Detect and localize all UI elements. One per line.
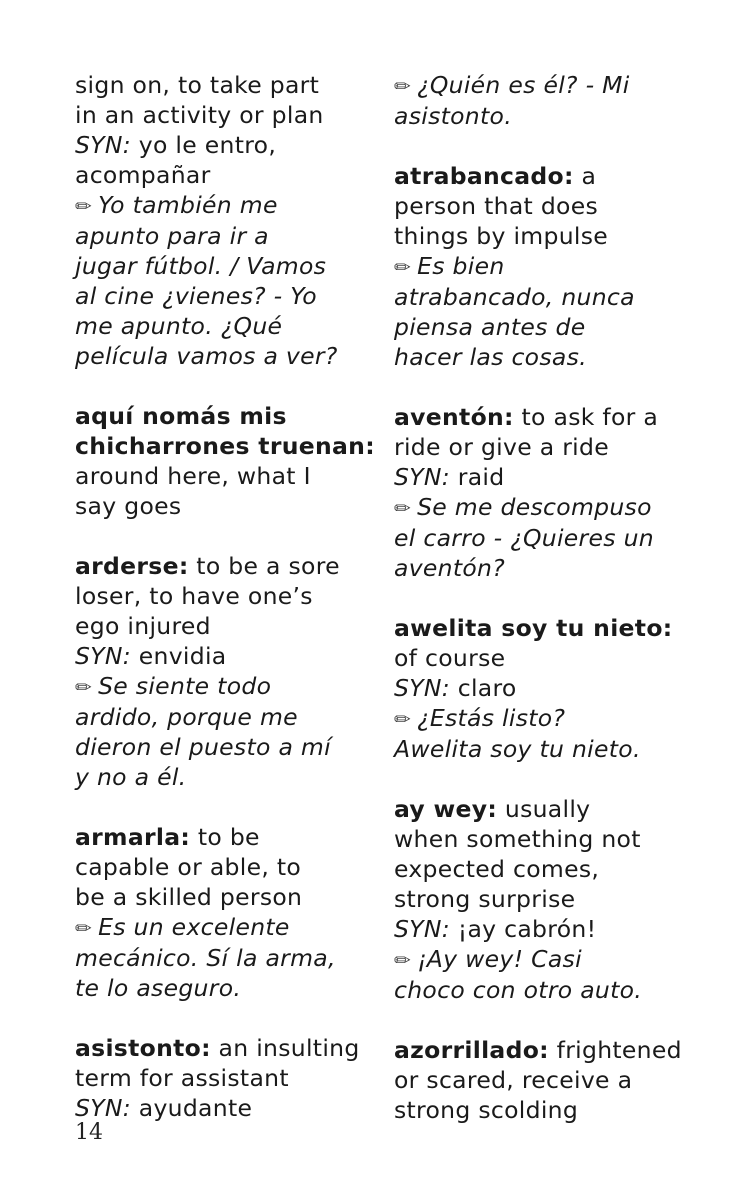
definition-text: strong surprise (394, 885, 576, 913)
definition-text: a (573, 162, 597, 190)
entry-line (75, 70, 375, 100)
entry-line (394, 854, 694, 884)
headword: chicharrones truenan: (75, 432, 375, 460)
definition-text: when something not (394, 825, 641, 853)
italic-text: SYN: (75, 642, 131, 670)
italic-text: película vamos a ver? (75, 342, 338, 370)
definition-text: strong scolding (394, 1096, 579, 1124)
entry-line (75, 551, 375, 581)
entry-line (75, 732, 375, 762)
italic-text: aventón? (394, 554, 506, 582)
definition-text: usually (497, 795, 591, 823)
entry-line (394, 342, 694, 372)
italic-text: Es bien (417, 252, 505, 280)
entry-line (394, 70, 694, 101)
definition-text: or scared, receive a (394, 1066, 633, 1094)
entry-line (394, 553, 694, 583)
entry-line (75, 431, 375, 461)
entry-line (75, 762, 375, 792)
definition-text: envidia (130, 642, 227, 670)
italic-text: ¿Estás listo? (417, 704, 566, 732)
entry-line (394, 191, 694, 221)
italic-text: dieron el puesto a mí (75, 733, 331, 761)
entry-line (75, 671, 375, 702)
definition-text: person that does (394, 192, 599, 220)
italic-text: atrabancado, nunca (394, 283, 635, 311)
entry-line (394, 402, 694, 432)
italic-text: me apunto. ¿Qué (75, 312, 283, 340)
entry-line (394, 944, 694, 975)
definition-text: to be a sore (188, 552, 340, 580)
headword: awelita soy tu nieto: (394, 614, 673, 642)
italic-text: ¿Quién es él? - Mi (417, 71, 630, 99)
entry-line (75, 160, 375, 190)
pencil-icon: ✏ (394, 707, 412, 731)
entry-line (75, 822, 375, 852)
entry-line (75, 882, 375, 912)
entry-line (75, 281, 375, 311)
entry-line (75, 1093, 375, 1123)
italic-text: Awelita soy tu nieto. (394, 735, 641, 763)
italic-text: SYN: (75, 1094, 131, 1122)
entry-line (75, 912, 375, 943)
definition-text: say goes (75, 492, 182, 520)
definition-text: yo le entro, (130, 131, 277, 159)
definition-text: ride or give a ride (394, 433, 609, 461)
italic-text: piensa antes de (394, 313, 586, 341)
entry-line (394, 251, 694, 282)
entry-line (75, 341, 375, 371)
definition-text: things by impulse (394, 222, 609, 250)
headword: atrabancado: (394, 162, 574, 190)
italic-text: jugar fútbol. / Vamos (75, 252, 327, 280)
entry-line (75, 311, 375, 341)
definition-text: of course (394, 644, 506, 672)
dictionary-entry (75, 822, 375, 1003)
entry-line (394, 161, 694, 191)
italic-text: te lo aseguro. (75, 974, 242, 1002)
definition-text: frightened (548, 1036, 682, 1064)
entry-line (394, 613, 694, 643)
definition-text: raid (449, 463, 505, 491)
dictionary-entry (394, 161, 694, 372)
headword: arderse: (75, 552, 189, 580)
definition-text: claro (449, 674, 517, 702)
dictionary-entry (394, 402, 694, 583)
pencil-icon: ✏ (75, 194, 93, 218)
entry-line (75, 401, 375, 431)
left-column (75, 70, 375, 1153)
entry-line (75, 461, 375, 491)
entry-line (75, 251, 375, 281)
definition-text: expected comes, (394, 855, 600, 883)
entry-line (394, 1095, 694, 1125)
definition-text: capable or able, to (75, 853, 302, 881)
entry-line (75, 702, 375, 732)
headword: ay wey: (394, 795, 498, 823)
entry-line (394, 312, 694, 342)
italic-text: asistonto. (394, 102, 512, 130)
entry-line (394, 914, 694, 944)
headword: aquí nomás mis (75, 402, 287, 430)
entry-line (394, 523, 694, 553)
dictionary-entry (394, 613, 694, 764)
italic-text: Se me descompuso (417, 493, 652, 521)
entry-line (394, 703, 694, 734)
entry-line (75, 1063, 375, 1093)
entry-line (394, 221, 694, 251)
pencil-icon: ✏ (394, 255, 412, 279)
dictionary-entry (75, 70, 375, 371)
pencil-icon: ✏ (394, 74, 412, 98)
entry-line (394, 643, 694, 673)
entry-line (75, 100, 375, 130)
entry-line (75, 1033, 375, 1063)
entry-line (394, 673, 694, 703)
entry-line (75, 943, 375, 973)
definition-text: loser, to have one’s (75, 582, 313, 610)
entry-line (394, 101, 694, 131)
italic-text: ardido, porque me (75, 703, 298, 731)
entry-line (394, 884, 694, 914)
entry-line (75, 852, 375, 882)
italic-text: mecánico. Sí la arma, (75, 944, 336, 972)
italic-text: choco con otro auto. (394, 976, 643, 1004)
entry-line (75, 641, 375, 671)
italic-text: SYN: (394, 463, 450, 491)
italic-text: SYN: (394, 915, 450, 943)
definition-text: ¡ay cabrón! (449, 915, 597, 943)
definition-text: acompañar (75, 161, 211, 189)
entry-line (394, 462, 694, 492)
definition-text: ego injured (75, 612, 211, 640)
page-number: 14 (75, 1120, 103, 1145)
pencil-icon: ✏ (75, 675, 93, 699)
pencil-icon: ✏ (394, 496, 412, 520)
entry-line (75, 221, 375, 251)
definition-text: term for assistant (75, 1064, 289, 1092)
italic-text: apunto para ir a (75, 222, 269, 250)
right-column (394, 70, 694, 1155)
italic-text: Yo también me (98, 191, 278, 219)
definition-text: in an activity or plan (75, 101, 324, 129)
dictionary-entry (75, 401, 375, 521)
dictionary-entry (394, 70, 694, 131)
italic-text: ¡Ay wey! Casi (417, 945, 582, 973)
entry-line (394, 975, 694, 1005)
headword: aventón: (394, 403, 514, 431)
pencil-icon: ✏ (394, 948, 412, 972)
definition-text: ayudante (130, 1094, 253, 1122)
definition-text: be a skilled person (75, 883, 303, 911)
entry-line (394, 824, 694, 854)
italic-text: hacer las cosas. (394, 343, 587, 371)
pencil-icon: ✏ (75, 916, 93, 940)
italic-text: Se siente todo (98, 672, 272, 700)
italic-text: al cine ¿vienes? - Yo (75, 282, 317, 310)
entry-line (394, 282, 694, 312)
definition-text: around here, what I (75, 462, 311, 490)
entry-line (394, 1035, 694, 1065)
definition-text: to be (190, 823, 260, 851)
entry-line (75, 581, 375, 611)
headword: asistonto: (75, 1034, 211, 1062)
italic-text: SYN: (75, 131, 131, 159)
entry-line (75, 491, 375, 521)
italic-text: Es un excelente (98, 913, 290, 941)
entry-line (75, 130, 375, 160)
entry-line (394, 432, 694, 462)
entry-line (394, 734, 694, 764)
dictionary-entry (75, 551, 375, 792)
definition-text: an insulting (210, 1034, 360, 1062)
headword: azorrillado: (394, 1036, 549, 1064)
definition-text: to ask for a (513, 403, 659, 431)
dictionary-entry (75, 1033, 375, 1123)
dictionary-entry (394, 1035, 694, 1125)
entry-line (75, 973, 375, 1003)
italic-text: y no a él. (75, 763, 187, 791)
entry-line (394, 492, 694, 523)
entry-line (75, 190, 375, 221)
italic-text: SYN: (394, 674, 450, 702)
entry-line (394, 794, 694, 824)
definition-text: sign on, to take part (75, 71, 320, 99)
italic-text: el carro - ¿Quieres un (394, 524, 654, 552)
entry-line (75, 611, 375, 641)
headword: armarla: (75, 823, 191, 851)
entry-line (394, 1065, 694, 1095)
dictionary-entry (394, 794, 694, 1005)
